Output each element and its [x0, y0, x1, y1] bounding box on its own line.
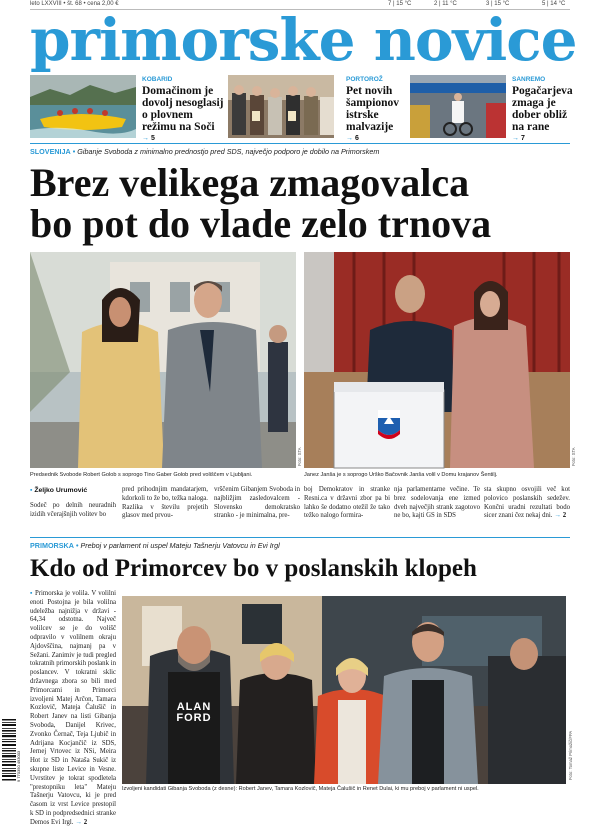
photo-credit-left: Foto: STA	[297, 447, 302, 466]
golob-image	[30, 252, 296, 468]
second-kicker-line	[30, 541, 570, 550]
teaser-kicker: KOBARID	[142, 76, 173, 83]
weather-2: 2 | 11 °C	[434, 1, 457, 7]
lead-col-1: Sodeč po delnih neuradnih izidih včerajšnjih volitev bo	[30, 502, 116, 518]
masthead-title: primorske novice	[30, 6, 577, 74]
barcode-digits: 9 770350 493003	[16, 750, 21, 782]
jump-arrow-icon: →	[554, 512, 561, 520]
cycling-photo	[410, 75, 506, 138]
photo-credit-right: Foto: STA	[571, 447, 576, 466]
bullet-icon: •	[75, 541, 81, 550]
teaser-kobarid[interactable]	[142, 76, 224, 142]
rafting-image	[30, 75, 136, 138]
wine-image	[228, 75, 334, 138]
teaser-title: Domačinom je dovolj nesoglasij o plovnem režimu na Soči	[142, 85, 224, 133]
square-bullet-icon: ▪	[30, 487, 35, 494]
golob-photo	[30, 252, 296, 468]
lead-byline: ▪ Željko Urumović	[30, 487, 88, 494]
second-subtitle: Preboj v parlament ni uspel Mateju Tašnerju Vatovcu in Evi Irgl	[80, 541, 280, 550]
teaser-title: Pogačarjeva zmaga je dober obliž na rane	[512, 85, 573, 133]
teaser-title: Pet novih šampionov istrske malvazije	[346, 85, 400, 133]
second-section: PRIMORSKA	[30, 541, 74, 550]
issue-info: leto LXXVIII • št. 68 • cena 2,00 €	[30, 1, 119, 7]
teaser-page: → 5	[142, 135, 155, 142]
cycling-image	[410, 75, 506, 138]
jump-arrow-icon: →	[75, 818, 82, 826]
wine-champions-photo	[228, 75, 334, 138]
second-caption: Izvoljeni kandidati Gibanja Svoboda (z desne): Robert Janev, Tamara Kozlovič, Mateja Čalušič in Renet Dulai, ki mu preboj v parlament ni uspel.	[122, 786, 479, 792]
lead-jump-page[interactable]: 2	[562, 512, 567, 520]
primorska-photo	[122, 596, 566, 784]
lead-headline-line2: bo pot do vlade zelo trnova	[30, 201, 492, 246]
caption-left: Predsednik Svobode Robert Golob s soprogo Tino Gaber Golob pred voliščem v Ljubljani.	[30, 472, 253, 478]
lead-col-4: boj Demokratov in stranke Resni.ca v državni zbor pa bi lahko še dodatno otežil že tako težko nalogo formira-	[304, 486, 390, 520]
jansa-image	[304, 252, 570, 468]
lead-rule	[30, 143, 570, 144]
weather-4: 5 | 14 °C	[542, 1, 566, 7]
arrow-icon: →	[512, 135, 521, 142]
lead-headline[interactable]	[30, 162, 570, 244]
second-body: ▪ Primorska je volila. V volilni enoti Postojna je bila volilna udeležba najnižja v državi - 64,34 odstotna. Največ volilcev se je do volišč odpravilo v volilnem okraju Ajdovščina, najmanj pa v Sežani. Zanimiv je tudi pregled tokratnih primorskih poslank in poslancev. V tokratni sklic državnega zbora so bili med Primorcami in Primorci izvoljeni Matej Arčon, Tamara Kozlovič, Mateja Čalušič in Robert Janev na listi Gibanja Svoboda, Danijel Krivec, Zvonko Černač, Teja Ljubič in Adrijana Kocjančič iz SDS, Jernej Vrtovec iz NSi, Meira Hot iz SD in Nataša Sukič iz skupne liste Levice in Vesne. Uvrstitev je tokrat spodletela "prestopniku leta" Mateju Tašnerju Vatovcu, ki je pred časom iz vrst Levice prestopil k SD in podpredsednici stranke Demos Evi Irgl. → 2	[30, 590, 117, 826]
second-rule	[30, 537, 570, 538]
square-bullet-icon: ▪	[30, 590, 35, 597]
lead-col-2: pred prihodnjim mandatarjem, kdorkoli to že bo, težka naloga. Razlika v številu prejetih glasov med prvou-	[122, 486, 208, 520]
lead-headline-line1: Brez velikega zmagovalca	[30, 160, 470, 205]
lead-col-6: sta skupno osvojili več kot polovico poslanskih sedežev. Končni uradni rezultati bodo sicer znani čez nekaj dni. → 2	[484, 486, 570, 520]
lead-subtitle: Gibanje Svoboda z minimalno prednostjo pred SDS, največjo podporo je dobilo na Primorskem	[77, 147, 380, 156]
weather-1: 7 | 15 °C	[388, 1, 412, 7]
weather-3: 3 | 15 °C	[486, 1, 510, 7]
teaser-page: → 7	[512, 135, 525, 142]
arrow-icon: →	[142, 135, 151, 142]
politicians-image	[122, 596, 566, 784]
lead-kicker-line	[30, 147, 570, 156]
arrow-icon: →	[346, 135, 355, 142]
rafting-photo	[30, 75, 136, 138]
second-headline[interactable]: Kdo od Primorcev bo v poslanskih klopeh	[30, 555, 477, 582]
lead-section: SLOVENIJA	[30, 147, 71, 156]
photo-credit-second: Foto: Tomaž Primožič/FPA	[568, 730, 573, 780]
caption-right: Janez Janša je s soprogo Urško Bačovnik Janša volil v Domu krajanov Šentilj.	[304, 472, 498, 478]
jansa-photo	[304, 252, 570, 468]
second-jump-page[interactable]: 2	[83, 818, 88, 826]
teaser-kicker: PORTOROŽ	[346, 76, 383, 83]
teaser-sanremo[interactable]	[512, 76, 574, 142]
barcode	[2, 718, 20, 790]
shirt-print: ALAN FORD	[176, 701, 212, 724]
lead-col-5: nja parlamentarne večine. Te brez sodelovanja ene izmed dveh največjih strank zagotovo ne bo, kajti GS in SDS	[394, 486, 480, 520]
bullet-icon: •	[72, 147, 78, 156]
teaser-portoroz[interactable]	[346, 76, 410, 142]
lead-col-3: vrščenim Gibanjem Svoboda in najbližjim zasledovalcem - Slovensko demokratsko stranko - je minimalna, pre-	[214, 486, 300, 520]
teaser-page: → 6	[346, 135, 359, 142]
teaser-kicker: SANREMO	[512, 76, 546, 83]
